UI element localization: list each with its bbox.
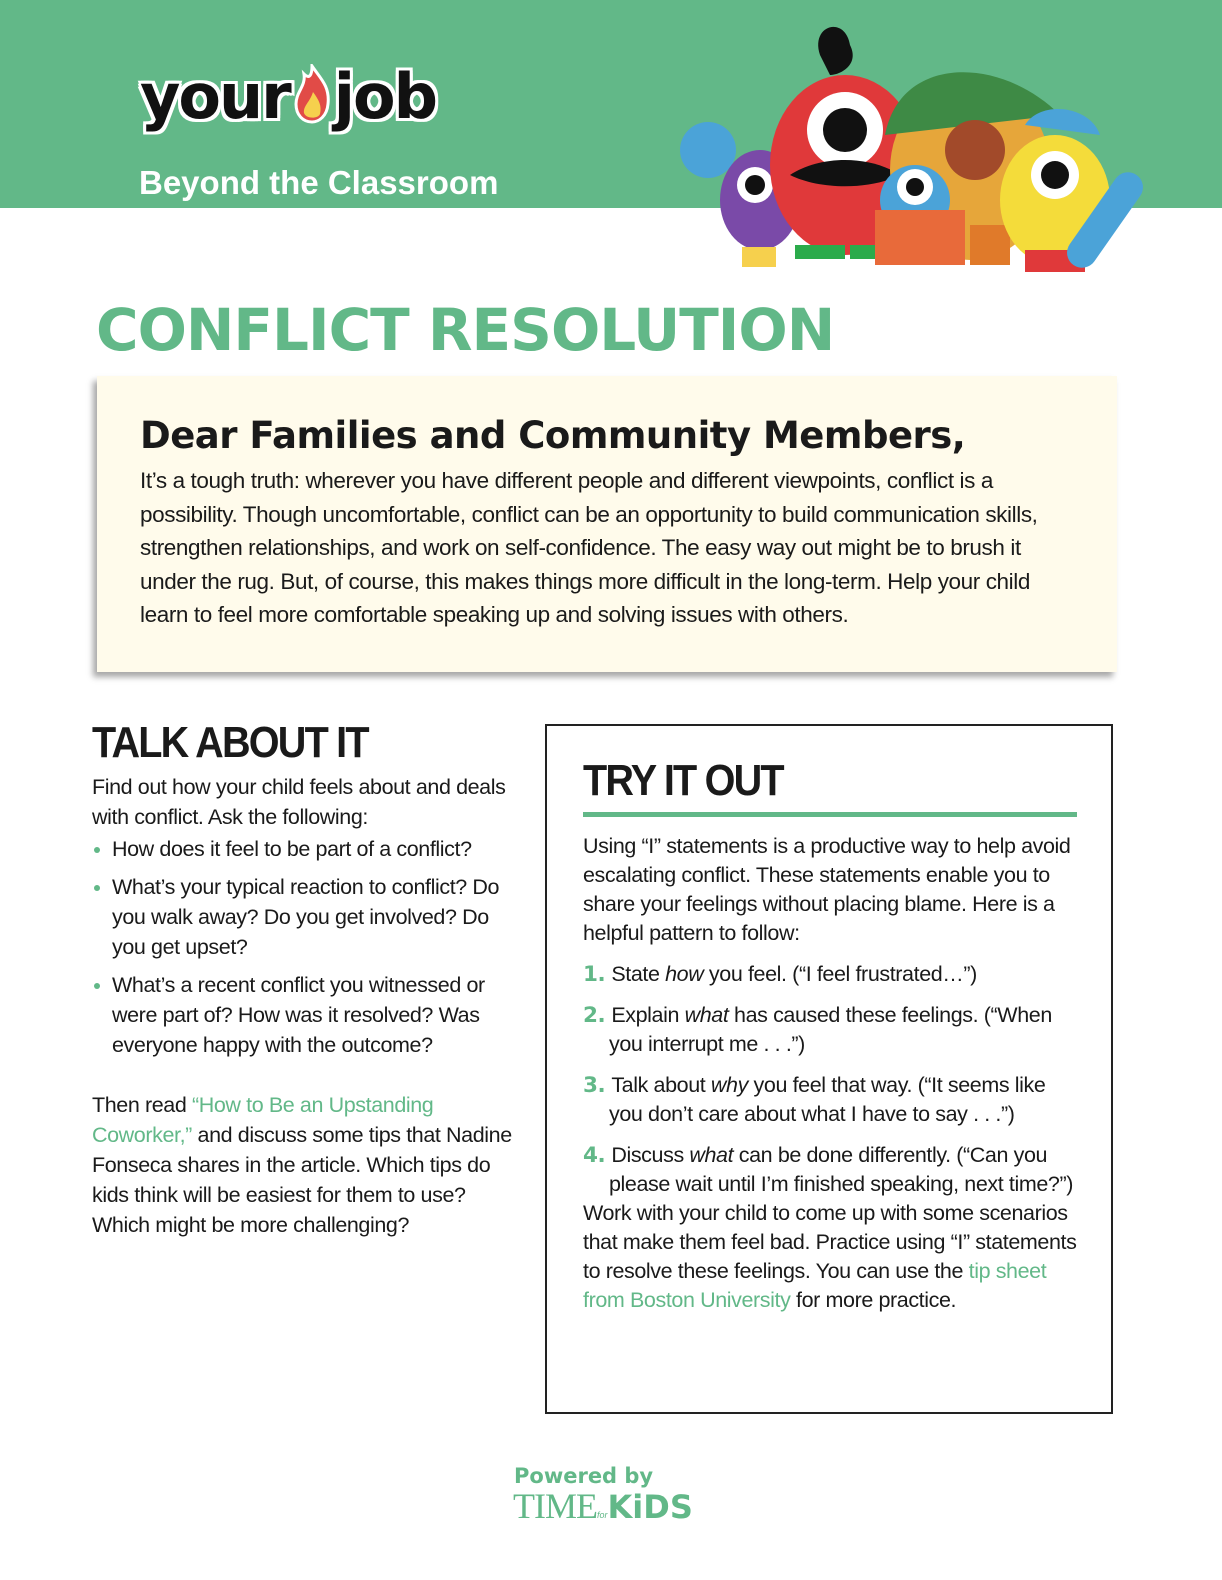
step-text: you feel. (“I feel frustrated…”) <box>703 962 977 986</box>
letter-heading: Dear Families and Community Members, <box>140 414 966 457</box>
step-item <box>583 960 1083 989</box>
yourjob-logo <box>140 60 436 133</box>
article-link[interactable]: “How to Be an Upstanding Coworker,” <box>92 1093 434 1147</box>
question-list <box>92 834 512 1060</box>
footer-logo <box>513 1464 693 1533</box>
logo-kids: KiDS <box>607 1488 693 1526</box>
step-number: 4. <box>583 1143 606 1168</box>
try-intro: Using “I” statements is a productive way to help avoid escalating conflict. These statements enable you to share your feelings without placing blame. Here is a helpful pattern to follow: <box>583 834 1071 945</box>
heading-rule <box>583 812 1077 817</box>
step-item <box>583 1071 1083 1129</box>
try-outro <box>583 1199 1083 1315</box>
powered-by: Powered by <box>514 1464 654 1488</box>
flame-icon <box>292 64 332 124</box>
step-text: has caused these feelings. (“When you interrupt me . . .”) <box>609 1003 1052 1056</box>
step-number: 3. <box>583 1073 606 1098</box>
outro-text: Work with your child to come up with some scenarios that make them feel bad. Practice using “I” statements to resolve these feelings. You can use the <box>583 1201 1077 1283</box>
list-item: What’s a recent conflict you witnessed or were part of? How was it resolved? Was everyone happy with the outcome? <box>92 970 512 1060</box>
step-item <box>583 1001 1083 1059</box>
letter-body: It’s a tough truth: wherever you have different people and different viewpoints, conflict is a possibility. Though uncomfortable, conflict can be an opportunity to build communication skills, strengthen relationships, and work on self-confidence. The easy way out might be to brush it under the rug. But, of course, this makes things more difficult in the long-term. Help your child learn to feel more comfortable speaking up and solving issues with others. <box>140 468 1038 627</box>
letter-box <box>97 376 1117 672</box>
step-item <box>583 1141 1083 1199</box>
talk-heading: TALK ABOUT IT <box>92 718 368 767</box>
logo-text-your: your <box>140 60 290 133</box>
tip-sheet-link[interactable]: tip sheet from Boston University <box>583 1259 1047 1312</box>
outro-text-rest: for more practice. <box>790 1288 957 1312</box>
step-emphasis: why <box>710 1073 748 1097</box>
step-emphasis: what <box>689 1143 734 1167</box>
then-text: Then read <box>92 1093 192 1117</box>
list-item: What’s your typical reaction to conflict? Do you walk away? Do you get involved? Do you get upset? <box>92 872 512 962</box>
step-text: Talk about <box>611 1073 711 1097</box>
logo-text-job: job <box>333 60 436 133</box>
talk-about-it-section <box>92 718 512 1240</box>
step-emphasis: how <box>665 962 704 986</box>
talk-then <box>92 1090 512 1240</box>
step-text: you feel that way. (“It seems like you don’t care about what I have to say . . .”) <box>609 1073 1046 1126</box>
step-emphasis: what <box>684 1003 729 1027</box>
try-heading: TRY IT OUT <box>583 756 783 805</box>
logo-time: TIME <box>513 1486 597 1526</box>
page-title: CONFLICT RESOLUTION <box>96 296 835 364</box>
try-it-out-box <box>545 724 1113 1414</box>
list-item: How does it feel to be part of a conflict? <box>92 834 512 864</box>
step-text: can be done differently. (“Can you please wait until I’m finished speaking, next time?”) <box>609 1143 1073 1196</box>
then-text-rest: and discuss some tips that Nadine Fonseca shares in the article. Which tips do kids think will be easiest for them to use? Which might be more challenging? <box>92 1123 512 1237</box>
step-number: 1. <box>583 962 606 987</box>
logo-for: for <box>596 1510 608 1520</box>
talk-intro: Find out how your child feels about and deals with conflict. Ask the following: <box>92 775 506 829</box>
step-text: Discuss <box>611 1143 690 1167</box>
step-text: State <box>611 962 666 986</box>
step-number: 2. <box>583 1003 606 1028</box>
time-for-kids-logo <box>513 1488 693 1533</box>
step-text: Explain <box>611 1003 685 1027</box>
characters-illustration <box>670 15 1150 285</box>
header-subtitle: Beyond the Classroom <box>139 164 499 201</box>
